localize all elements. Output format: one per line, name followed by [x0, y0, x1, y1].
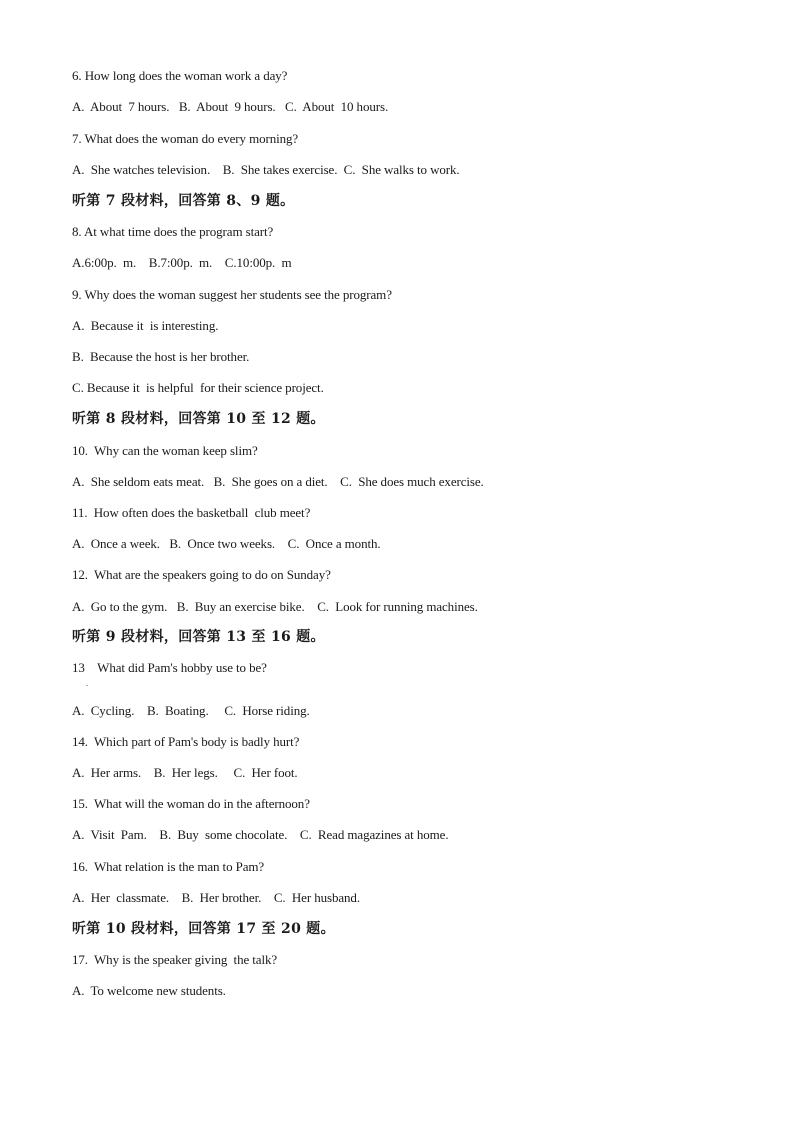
question-9: 9. Why does the woman suggest her students see the program? — [72, 287, 392, 302]
question-7: 7. What does the woman do every morning? — [72, 131, 299, 146]
question-15: 15. What will the woman do in the afternoon? — [72, 796, 310, 811]
option-9a: A. Because it is interesting. — [72, 318, 219, 333]
options-16: A. Her classmate. B. Her brother. C. Her husband. — [72, 890, 360, 905]
option-17a: A. To welcome new students. — [72, 983, 226, 998]
question-14: 14. Which part of Pam's body is badly hurt? — [72, 734, 300, 749]
question-8: 8. At what time does the program start? — [72, 224, 274, 239]
question-17: 17. Why is the speaker giving the talk? — [72, 952, 278, 967]
options-12: A. Go to the gym. B. Buy an exercise bike. C. Look for running machines. — [72, 599, 478, 614]
option-9c: C. Because it is helpful for their science project. — [72, 380, 324, 395]
question-11: 11. How often does the basketball club meet? — [72, 505, 311, 520]
question-10: 10. Why can the woman keep slim? — [72, 443, 258, 458]
question-12: 12. What are the speakers going to do on Sunday? — [72, 567, 331, 582]
section-heading-8: 听第 8 段材料，回答第 10 至 12 题。 — [72, 411, 325, 427]
options-13: A. Cycling. B. Boating. C. Horse riding. — [72, 703, 310, 718]
options-6: A. About 7 hours. B. About 9 hours. C. About 10 hours. — [72, 99, 389, 114]
option-9b: B. Because the host is her brother. — [72, 349, 250, 364]
options-14: A. Her arms. B. Her legs. C. Her foot. — [72, 765, 298, 780]
section-heading-9: 听第 9 段材料，回答第 13 至 16 题。 — [72, 629, 325, 645]
options-11: A. Once a week. B. Once two weeks. C. Once a month. — [72, 536, 381, 551]
question-13: 13 What did Pam's hobby use to be? — [72, 660, 267, 675]
options-7: A. She watches television. B. She takes exercise. C. She walks to work. — [72, 162, 460, 177]
section-heading-10: 听第 10 段材料，回答第 17 至 20 题。 — [72, 921, 335, 937]
options-10: A. She seldom eats meat. B. She goes on a diet. C. She does much exercise. — [72, 474, 484, 489]
options-15: A. Visit Pam. B. Buy some chocolate. C. Read magazines at home. — [72, 827, 449, 842]
question-6: 6. How long does the woman work a day? — [72, 68, 288, 83]
section-heading-7: 听第 7 段材料，回答第 8、9 题。 — [72, 193, 295, 209]
stray-mark: . — [86, 679, 88, 688]
options-8: A.6:00p. m. B.7:00p. m. C.10:00p. m — [72, 255, 292, 270]
question-16: 16. What relation is the man to Pam? — [72, 859, 265, 874]
